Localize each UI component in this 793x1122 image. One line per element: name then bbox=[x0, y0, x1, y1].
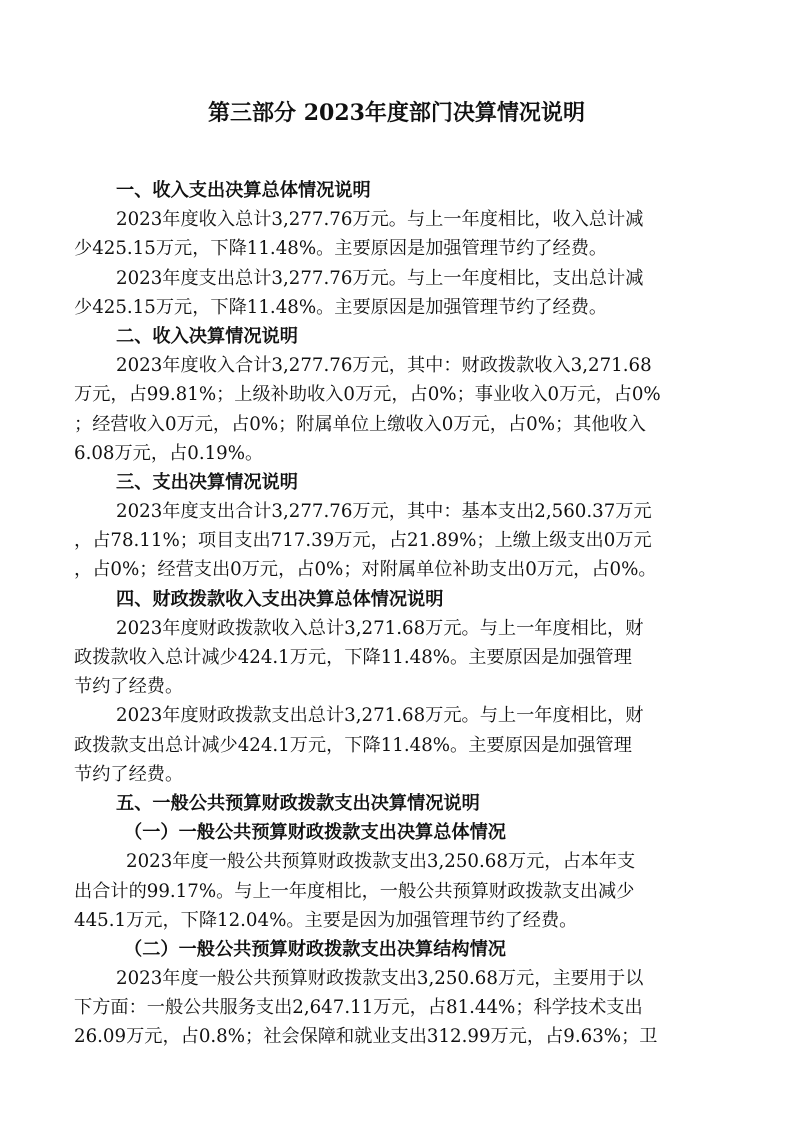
paragraph-line: 2023年度支出总计3,277.76万元。与上一年度相比，支出总计减 bbox=[116, 267, 644, 289]
section-heading: 四、财政拨款收入支出决算总体情况说明 bbox=[116, 588, 444, 610]
section-heading: 五、一般公共预算财政拨款支出决算情况说明 bbox=[116, 792, 480, 814]
paragraph-line: 2023年度一般公共预算财政拨款支出3,250.68万元，主要用于以 bbox=[116, 968, 644, 990]
paragraph-line: 2023年度一般公共预算财政拨款支出3,250.68万元，占本年支 bbox=[126, 851, 636, 873]
paragraph-line: 万元，占99.81%；上级补助收入0万元，占0%；事业收入0万元，占0% bbox=[74, 384, 661, 406]
paragraph-line: ，占78.11%；项目支出717.39万元，占21.89%；上缴上级支出0万元 bbox=[74, 530, 652, 552]
section-heading: （二）一般公共预算财政拨款支出决算结构情况 bbox=[124, 938, 506, 960]
page-title: 第三部分 2023年度部门决算情况说明 bbox=[208, 100, 585, 126]
paragraph-line: 下方面：一般公共服务支出2,647.11万元，占81.44%；科学技术支出 bbox=[74, 997, 643, 1019]
paragraph-line: 少425.15万元，下降11.48%。主要原因是加强管理节约了经费。 bbox=[74, 238, 608, 260]
paragraph-line: 出合计的99.17%。与上一年度相比，一般公共预算财政拨款支出减少 bbox=[74, 880, 635, 902]
document-body bbox=[74, 176, 714, 1052]
paragraph-line: 政拨款收入总计减少424.1万元，下降11.48%。主要原因是加强管理 bbox=[74, 647, 632, 668]
section-heading: 一、收入支出决算总体情况说明 bbox=[116, 180, 371, 201]
paragraph-line: 26.09万元，占0.8%；社会保障和就业支出312.99万元，占9.63%；卫 bbox=[74, 1026, 658, 1048]
paragraph-line: 445.1万元，下降12.04%。主要是因为加强管理节约了经费。 bbox=[74, 909, 578, 931]
paragraph-line: 6.08万元，占0.19%。 bbox=[74, 442, 264, 464]
paragraph-line: 2023年度收入合计3,277.76万元，其中：财政拨款收入3,271.68 bbox=[116, 355, 652, 377]
paragraph-line: 2023年度支出合计3,277.76万元，其中：基本支出2,560.37万元 bbox=[116, 501, 652, 523]
paragraph-line: ，占0%；经营支出0万元，占0%；对附属单位补助支出0万元，占0%。 bbox=[74, 559, 657, 581]
section-heading: 三、支出决算情况说明 bbox=[116, 471, 298, 493]
paragraph-line: 节约了经费。 bbox=[74, 676, 184, 698]
paragraph-line: 2023年度财政拨款收入总计3,271.68万元。与上一年度相比，财 bbox=[116, 617, 644, 639]
section-heading: 二、收入决算情况说明 bbox=[116, 325, 298, 347]
section-heading: （一）一般公共预算财政拨款支出决算总体情况 bbox=[124, 822, 506, 844]
paragraph-line: 2023年度收入总计3,277.76万元。与上一年度相比，收入总计减 bbox=[116, 209, 644, 231]
paragraph-line: ；经营收入0万元，占0%；附属单位上缴收入0万元，占0%；其他收入 bbox=[74, 413, 646, 435]
paragraph-line: 2023年度财政拨款支出总计3,271.68万元。与上一年度相比，财 bbox=[116, 705, 644, 727]
paragraph-line: 少425.15万元，下降11.48%。主要原因是加强管理节约了经费。 bbox=[74, 296, 608, 318]
paragraph-line: 政拨款支出总计减少424.1万元，下降11.48%。主要原因是加强管理 bbox=[74, 734, 632, 756]
paragraph-line: 节约了经费。 bbox=[74, 763, 184, 785]
